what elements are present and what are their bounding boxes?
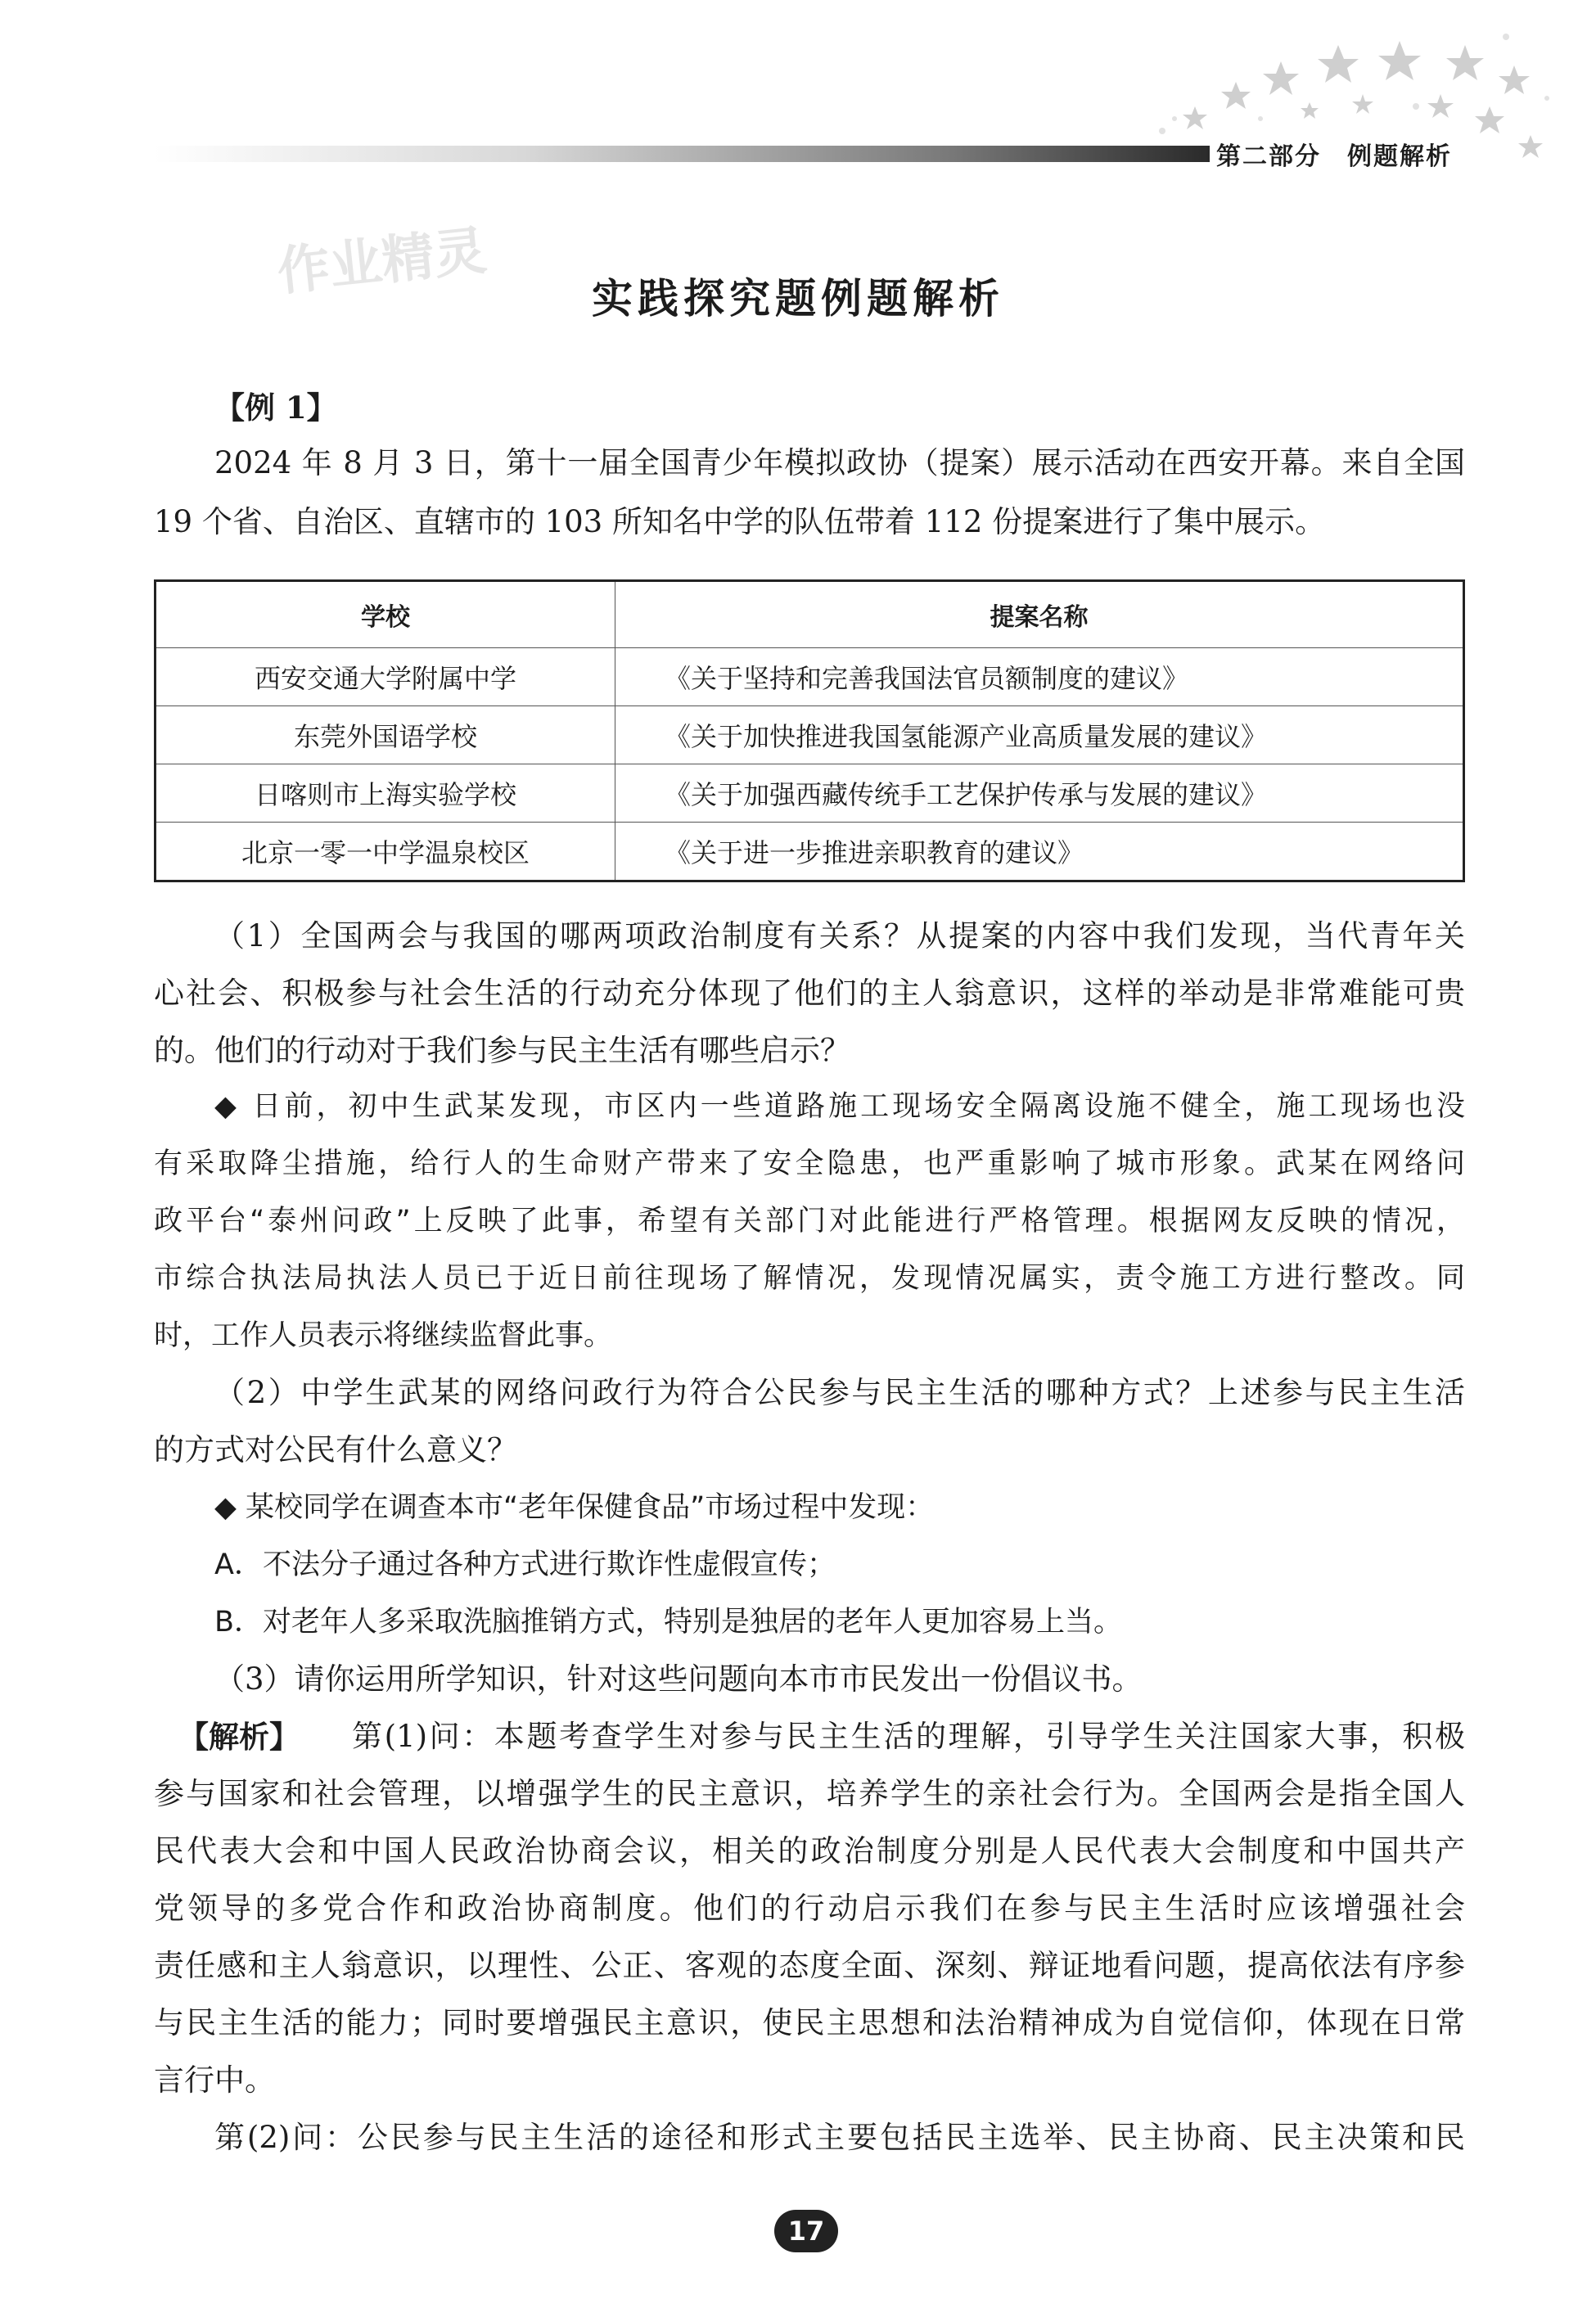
page-title: 实践探究题例题解析: [592, 275, 1004, 322]
table-header-row: [156, 581, 1464, 648]
table-header-school: 学校: [156, 581, 615, 648]
material2-line-1: ◆ 日前，初中生武某发现，市区内一些道路施工现场安全隔离设施不健全，施工现场也没: [214, 1090, 1465, 1123]
material2-line-3: 政平台“泰州问政”上反映了此事，希望有关部门对此能进行严格管理。根据网友反映的情况，: [154, 1205, 1465, 1237]
table-cell-school: 日喀则市上海实验学校: [156, 764, 615, 823]
analysis-line-1: 第(1)问：本题考查学生对参与民主生活的理解，引导学生关注国家大事，积极: [352, 1719, 1465, 1754]
table-cell-school: 东莞外国语学校: [156, 706, 615, 764]
material3-option-b: B．对老年人多采取洗脑推销方式，特别是独居的老年人更加容易上当。: [214, 1606, 1123, 1639]
intro-line-2: 19 个省、自治区、直辖市的 103 所知名中学的队伍带着 112 份提案进行了集中展示。: [154, 504, 1326, 539]
table-row: [156, 823, 1464, 881]
material2-line-4: 市综合执法局执法人员已于近日前往现场了解情况，发现情况属实，责令施工方进行整改。同: [154, 1262, 1465, 1295]
material2-line-2: 有采取降尘措施，给行人的生命财产带来了安全隐患，也严重影响了城市形象。武某在网络问: [154, 1147, 1465, 1180]
material3-option-a: A．不法分子通过各种方式进行欺诈性虚假宣传；: [214, 1548, 836, 1581]
analysis-line-4: 党领导的多党合作和政治协商制度。他们的行动启示我们在参与民主生活时应该增强社会: [154, 1891, 1465, 1926]
q3-line: （3）请你运用所学知识，针对这些问题向本市市民发出一份倡议书。: [214, 1661, 1143, 1697]
analysis-label: 【解析】: [178, 1719, 300, 1755]
table-cell-proposal: 《关于加快推进我国氢能源产业高质量发展的建议》: [615, 706, 1464, 764]
q1-line-2: 心社会、积极参与社会生活的行动充分体现了他们的主人翁意识，这样的举动是非常难能可贵: [154, 976, 1465, 1011]
table-row: [156, 706, 1464, 764]
proposal-table: [154, 579, 1465, 882]
intro-line-1: 2024 年 8 月 3 日，第十一届全国青少年模拟政协（提案）展示活动在西安开幕。来自全国: [214, 445, 1465, 480]
page-number: 17: [774, 2210, 838, 2252]
table-cell-school: 北京一零一中学温泉校区: [156, 823, 615, 881]
q2-line-2: 的方式对公民有什么意义？: [154, 1432, 517, 1467]
analysis2-line-1: 第(2)问：公民参与民主生活的途径和形式主要包括民主选举、民主协商、民主决策和民: [214, 2120, 1465, 2155]
analysis-line-6: 与民主生活的能力；同时要增强民主意识，使民主思想和法治精神成为自觉信仰，体现在日常: [154, 2005, 1465, 2040]
q1-line-1: （1）全国两会与我国的哪两项政治制度有关系？从提案的内容中我们发现，当代青年关: [214, 918, 1465, 953]
material2-line-5: 时，工作人员表示将继续监督此事。: [154, 1319, 613, 1352]
table-cell-proposal: 《关于坚持和完善我国法官员额制度的建议》: [615, 648, 1464, 706]
table-row: [156, 764, 1464, 823]
table-row: [156, 648, 1464, 706]
table-cell-proposal: 《关于加强西藏传统手工艺保护传承与发展的建议》: [615, 764, 1464, 823]
table-header-proposal: 提案名称: [615, 581, 1464, 648]
analysis-line-3: 民代表大会和中国人民政治协商会议，相关的政治制度分别是人民代表大会制度和中国共产: [154, 1833, 1465, 1869]
analysis-line-2: 参与国家和社会管理，以增强学生的民主意识，培养学生的亲社会行为。全国两会是指全国人: [154, 1776, 1465, 1811]
table-cell-school: 西安交通大学附属中学: [156, 648, 615, 706]
q1-line-3: 的。他们的行动对于我们参与民主生活有哪些启示？: [154, 1033, 850, 1068]
q2-line-1: （2）中学生武某的网络问政行为符合公民参与民主生活的哪种方式？上述参与民主生活: [214, 1375, 1465, 1410]
example-label: 【例 1】: [214, 390, 337, 426]
section-header: 第二部分 例题解析: [1216, 142, 1452, 171]
table-cell-proposal: 《关于进一步推进亲职教育的建议》: [615, 823, 1464, 881]
material3-line-1: ◆ 某校同学在调查本市“老年保健食品”市场过程中发现：: [214, 1491, 935, 1524]
watermark: 作业精灵: [274, 220, 489, 304]
analysis-line-5: 责任感和主人翁意识，以理性、公正、客观的态度全面、深刻、辩证地看问题，提高依法有序参: [154, 1948, 1465, 1983]
analysis-line-7: 言行中。: [154, 2062, 275, 2098]
header-rule: [154, 146, 1210, 162]
